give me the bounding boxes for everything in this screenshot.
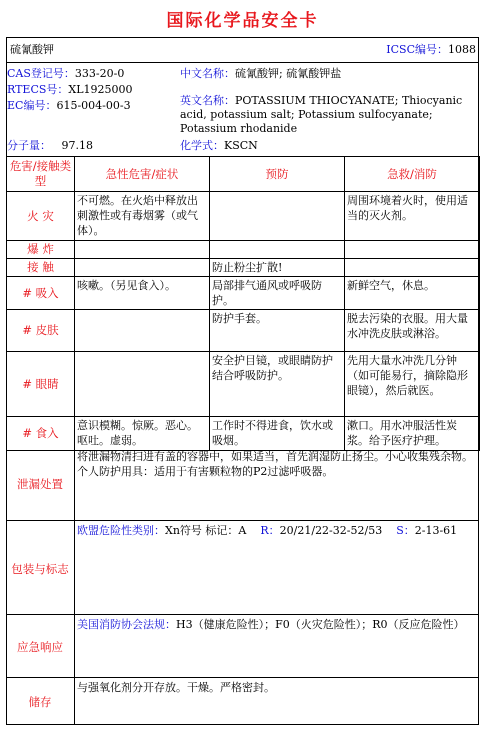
nfpa-label: 美国消防协会法规： <box>77 618 176 631</box>
row-hazard <box>75 259 210 277</box>
ec-field <box>7 99 131 113</box>
storage-label: 储存 <box>28 695 52 709</box>
row-hazard: 不可燃。在火焰中释放出刺激性或有毒烟雾（或气体）。 <box>75 192 210 241</box>
en-name-label: 英文名称： <box>180 94 235 107</box>
row-type: 爆 炸 <box>7 241 75 259</box>
mw-field <box>7 139 93 153</box>
en-name-field <box>180 94 475 136</box>
cn-name-label: 中文名称： <box>180 67 235 80</box>
table-row <box>7 310 480 352</box>
rtecs-label: RTECS号： <box>7 83 69 96</box>
table-row <box>7 417 480 451</box>
row-type: # 吸入 <box>7 277 75 310</box>
header-prevention: 预防 <box>210 157 345 192</box>
s-phrase-label: S： <box>396 524 415 537</box>
rtecs-value: XL1925000 <box>68 83 133 96</box>
row-hazard <box>75 310 210 352</box>
row-type: # 皮肤 <box>7 310 75 352</box>
emergency-text <box>77 617 475 632</box>
r-phrase-label: R： <box>260 524 280 537</box>
table-row <box>7 192 480 241</box>
divider <box>6 520 479 521</box>
row-aid: 周围环境着火时，使用适当的灭火剂。 <box>345 192 480 241</box>
table-row <box>7 241 480 259</box>
rtecs-field <box>7 83 133 97</box>
r-phrase-text: 20/21/22-32-52/53 <box>279 524 383 537</box>
emergency-label: 应急响应 <box>17 640 63 654</box>
cas-label: CAS登记号： <box>7 67 75 80</box>
row-hazard: 咳嗽。（另见食入）。 <box>75 277 210 310</box>
chemical-name: 硫氰酸钾 <box>10 43 54 56</box>
spill-label: 泄漏处置 <box>17 477 63 491</box>
header-aid: 急救/消防 <box>345 157 480 192</box>
row-hazard: 意识模糊。惊厥。恶心。呕吐。虚弱。 <box>75 417 210 451</box>
table-row <box>7 352 480 417</box>
row-aid <box>345 241 480 259</box>
table-header-row <box>7 157 480 192</box>
row-type: # 食入 <box>7 417 75 451</box>
packaging-label: 包装与标志 <box>11 562 69 576</box>
cn-name-value: 硫氰酸钾; 硫氰酸钾盐 <box>235 67 342 80</box>
cas-field <box>7 67 124 81</box>
row-aid <box>345 259 480 277</box>
en-name-value: POTASSIUM THIOCYANATE; Thiocyanic acid, potassium salt; Potassium sulfocyanate; Potassium rhodanide <box>180 94 463 135</box>
row-prevention <box>210 192 345 241</box>
formula-value: KSCN <box>224 139 258 152</box>
cn-name-field <box>180 67 341 81</box>
storage-text: 与强氧化剂分开存放。干燥。严格密封。 <box>77 681 275 694</box>
divider <box>6 614 479 615</box>
card-title: 国际化学品安全卡 <box>166 11 319 31</box>
row-aid: 漱口。用水冲服活性炭浆。给予医疗护理。 <box>345 417 480 451</box>
section-divider <box>74 448 75 725</box>
divider <box>6 677 479 678</box>
row-type: 接 触 <box>7 259 75 277</box>
hazard-table <box>6 156 480 451</box>
cas-value: 333-20-0 <box>74 67 125 80</box>
row-aid: 脱去污染的衣服。用大量水冲洗皮肤或淋浴。 <box>345 310 480 352</box>
row-type: 火 灾 <box>7 192 75 241</box>
ec-value: 615-004-00-3 <box>56 99 131 112</box>
header-hazard: 急性危害/症状 <box>75 157 210 192</box>
row-aid: 先用大量水冲洗几分钟（如可能易行，摘除隐形眼镜），然后就医。 <box>345 352 480 417</box>
row-hazard <box>75 241 210 259</box>
eu-class-text: Xn符号 标记：A <box>165 524 247 537</box>
row-hazard <box>75 352 210 417</box>
icsc-label: ICSC编号： <box>386 43 448 56</box>
packaging-text <box>77 523 475 538</box>
formula-field <box>180 139 258 153</box>
s-phrase-text: 2-13-61 <box>414 524 458 537</box>
spill-text: 将泄漏物清扫进有盖的容器中，如果适当，首先润湿防止扬尘。小心收集残余物。个人防护用具：适用于有害颗粒物的P2过滤呼吸器。 <box>77 450 473 478</box>
row-prevention: 防止粉尘扩散! <box>210 259 345 277</box>
ec-label: EC编号： <box>7 99 57 112</box>
row-prevention: 局部排气通风或呼吸防护。 <box>210 277 345 310</box>
table-row <box>7 277 480 310</box>
icsc-number <box>386 43 476 57</box>
row-prevention: 工作时不得进食，饮水或吸烟。 <box>210 417 345 451</box>
nfpa-text: H3（健康危险性）；F0（火灾危险性）；R0（反应危险性） <box>176 618 465 631</box>
row-prevention: 防护手套。 <box>210 310 345 352</box>
row-aid: 新鲜空气，休息。 <box>345 277 480 310</box>
mw-value: 97.18 <box>61 139 93 152</box>
row-prevention: 安全护目镜，或眼睛防护结合呼吸防护。 <box>210 352 345 417</box>
table-row <box>7 259 480 277</box>
mw-label: 分子量： <box>7 139 51 152</box>
row-type: # 眼睛 <box>7 352 75 417</box>
row-prevention <box>210 241 345 259</box>
formula-label: 化学式： <box>180 139 224 152</box>
divider <box>6 62 479 63</box>
eu-class-label: 欧盟危险性类别： <box>77 524 165 537</box>
icsc-value: 1088 <box>448 43 476 56</box>
header-type: 危害/接触类型 <box>7 157 75 192</box>
